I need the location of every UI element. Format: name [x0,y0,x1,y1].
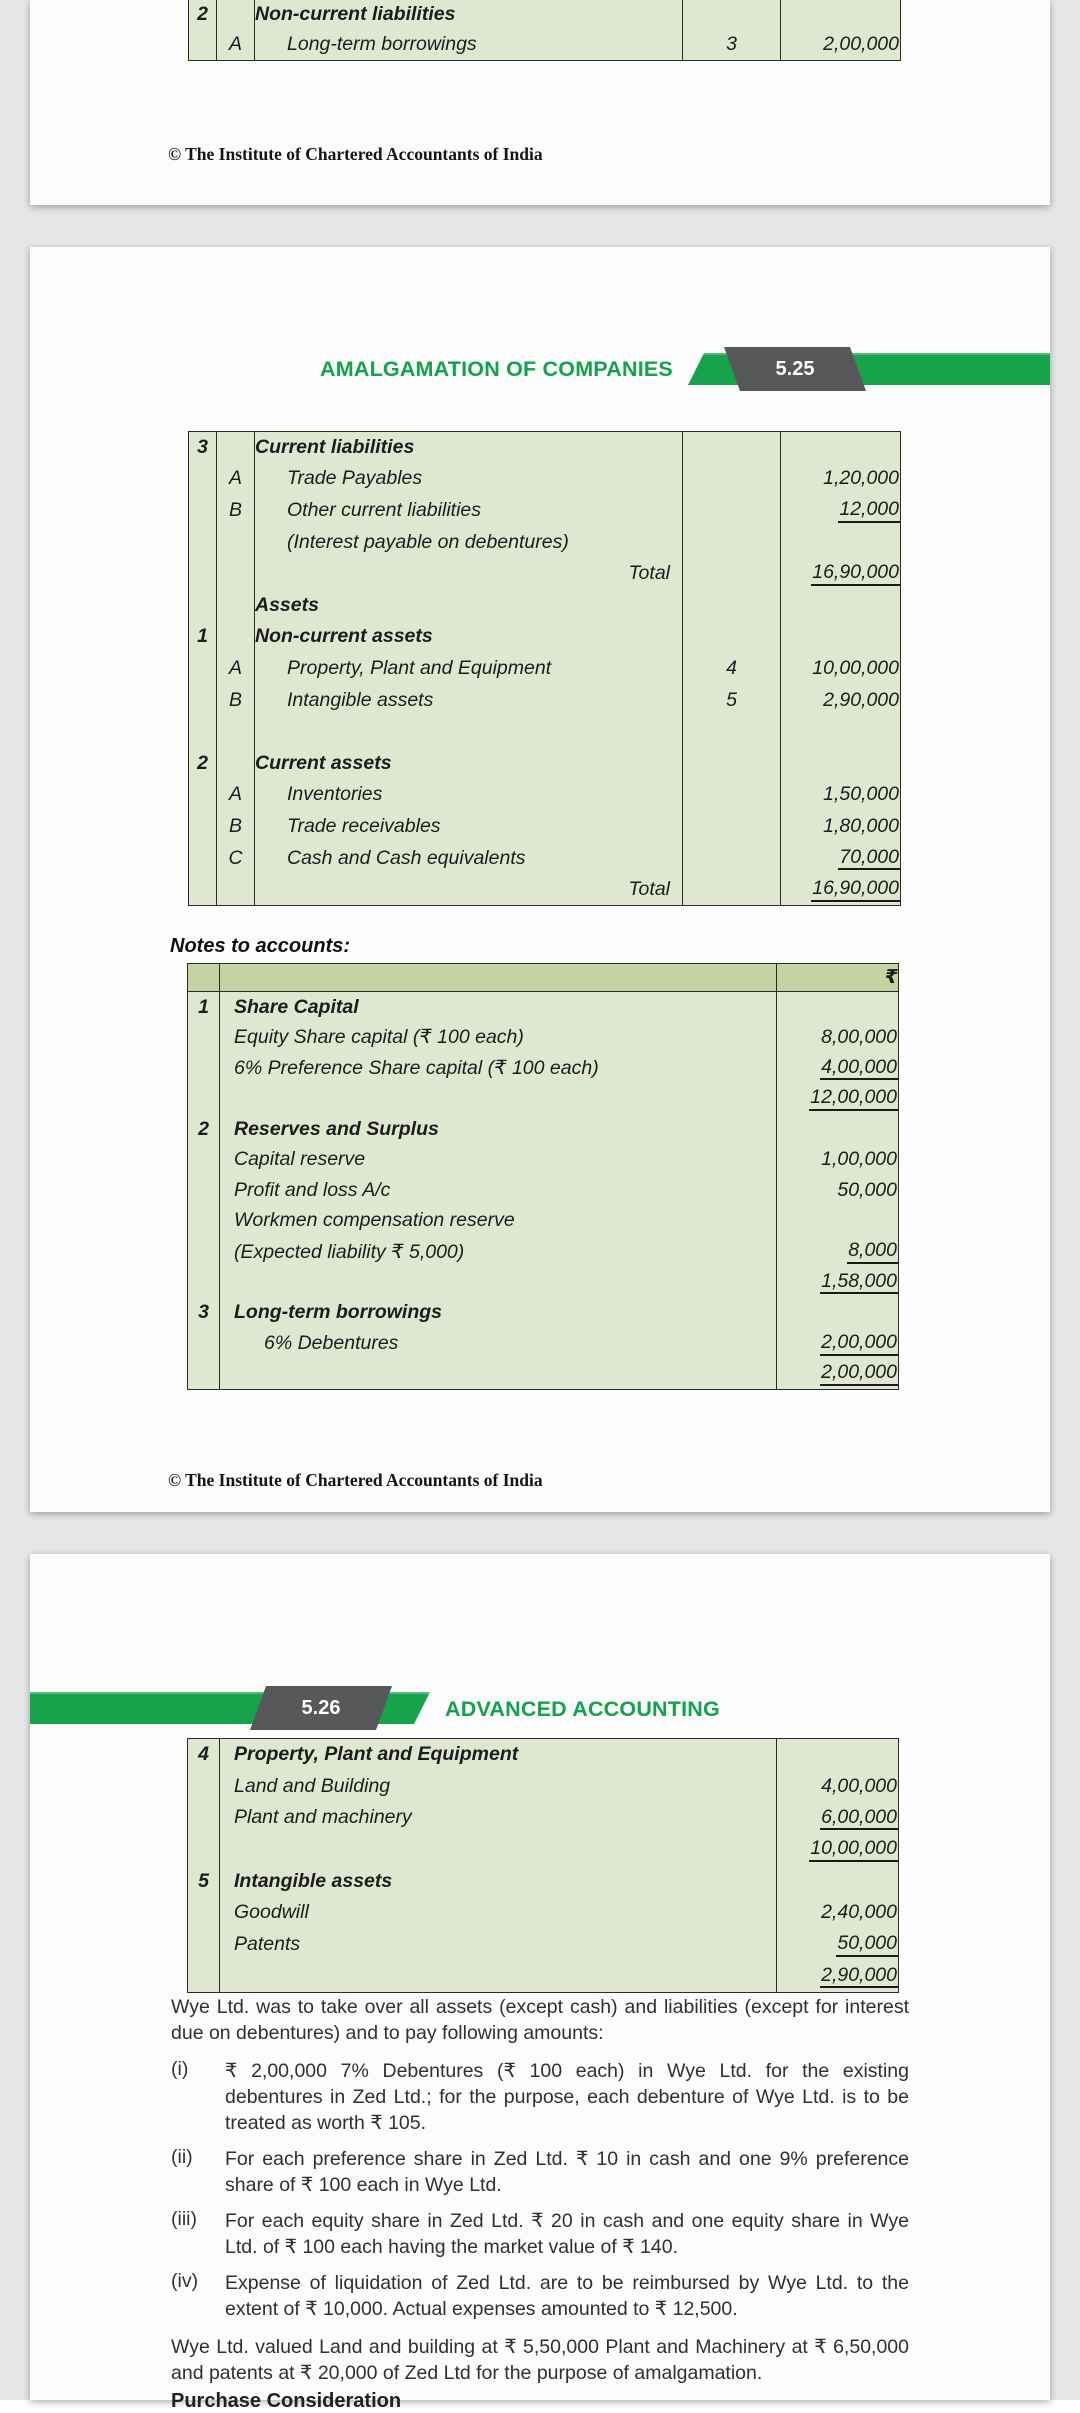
chapter-title: AMALGAMATION OF COMPANIES [320,357,673,381]
cell-desc [220,1267,777,1298]
table-row [189,30,901,61]
cell-note [683,874,781,906]
cell-note [683,747,781,779]
cell-amount [777,1359,899,1390]
cell-letter: B [217,684,255,716]
cell-desc: Share Capital [220,992,777,1023]
cell-num [189,463,217,495]
cell-amount [781,684,901,716]
cell-num [189,811,217,843]
table-row [189,684,901,716]
cell-letter [217,589,255,621]
cell-desc: Long-term borrowings [255,30,683,61]
table-row [189,0,901,30]
cell-letter [217,716,255,748]
balance-sheet-table [188,431,901,906]
header-cell-num [188,964,220,992]
cell-note: 5 [683,684,781,716]
cell-desc: Long-term borrowings [220,1297,777,1328]
cell-num [189,716,217,748]
cell-num: 1 [189,621,217,653]
table-row [189,874,901,906]
cell-desc: Equity Share capital (₹ 100 each) [220,1022,777,1053]
cell-note [683,811,781,843]
amount-value: 8,000 [847,1239,898,1263]
cell-note [683,589,781,621]
table-row [188,1175,899,1206]
amount-value: 6,00,000 [820,1806,898,1830]
cell-desc: Profit and loss A/c [220,1175,777,1206]
cell-desc: Inventories [255,779,683,811]
header-cell-currency: ₹ [777,964,899,992]
cell-desc: Patents [220,1929,777,1961]
cell-amount [781,779,901,811]
cell-amount [777,1897,899,1929]
cell-letter: A [217,779,255,811]
table-row [189,558,901,590]
cell-amount [781,0,901,30]
cell-num [188,1053,220,1084]
cell-amount [777,1297,899,1328]
table-row [189,463,901,495]
cell-letter [217,874,255,906]
cell-amount [777,992,899,1023]
amount-value: 4,00,000 [820,1056,898,1080]
list-item-i [171,2058,909,2136]
cell-num [188,1802,220,1834]
cell-letter [217,432,255,464]
cell-num [189,779,217,811]
cell-desc: Total [255,558,683,590]
amount-value: 2,00,000 [820,1361,898,1385]
cell-num [189,495,217,527]
page-number-badge [250,1686,392,1730]
table-row [188,1022,899,1053]
cell-num [188,1328,220,1359]
cell-num [188,1236,220,1267]
amount-value: 50,000 [837,1178,897,1201]
cell-desc: Plant and machinery [220,1802,777,1834]
cell-num [188,1929,220,1961]
cell-num [189,842,217,874]
cell-desc [255,716,683,748]
cell-letter [217,526,255,558]
table-row [189,526,901,558]
table-row [189,747,901,779]
balance-sheet-table-fragment [188,0,901,61]
amount-value: 2,00,000 [820,1331,898,1355]
table-row [189,495,901,527]
notes-to-accounts-table [187,963,899,1390]
cell-amount [781,495,901,527]
cell-letter: B [217,811,255,843]
cell-num [188,1175,220,1206]
list-item-label: (iv) [171,2270,199,2292]
cell-amount [777,1834,899,1866]
cell-desc: 6% Preference Share capital (₹ 100 each) [220,1053,777,1084]
cell-letter: C [217,842,255,874]
table-row [188,1297,899,1328]
cell-letter: A [217,30,255,61]
table-row [188,1929,899,1961]
table-row [188,1960,899,1992]
table-row [188,1328,899,1359]
cutoff-heading: Purchase Consideration [171,2390,402,2412]
amount-value: 1,50,000 [823,783,899,806]
amount-value: 1,00,000 [821,1148,897,1171]
cell-desc: Current liabilities [255,432,683,464]
cell-desc: Cash and Cash equivalents [255,842,683,874]
table-row [188,1802,899,1834]
cell-amount [777,1802,899,1834]
cell-amount [777,1267,899,1298]
amount-value: 50,000 [836,1932,898,1956]
page-fragment-top [30,0,1050,205]
cell-num [188,1022,220,1053]
cell-amount [781,30,901,61]
table-row [189,589,901,621]
cell-desc: Capital reserve [220,1144,777,1175]
cell-desc [220,1083,777,1114]
table-row [188,1053,899,1084]
table-row [188,1267,899,1298]
cell-amount [781,716,901,748]
cell-num: 2 [188,1114,220,1145]
cell-note [683,432,781,464]
cell-note: 4 [683,653,781,685]
table-row [189,811,901,843]
cell-amount [777,1328,899,1359]
amount-value: 1,20,000 [823,467,899,490]
cell-letter: A [217,463,255,495]
cell-num: 5 [188,1865,220,1897]
cell-amount [781,653,901,685]
cell-amount [777,1022,899,1053]
cell-desc: Non-current assets [255,621,683,653]
cell-num: 3 [189,432,217,464]
notes-table-header-row [188,964,899,992]
list-item-label: (i) [171,2058,189,2080]
cell-letter [217,558,255,590]
cell-amount [781,621,901,653]
list-item-text: For each preference share in Zed Ltd. ₹ 10 in cash and one 9% preference share of ₹ 100 each in Wye Ltd. [225,2148,909,2196]
cell-num [189,874,217,906]
table-row [188,1897,899,1929]
table-row [189,716,901,748]
list-item-label: (iii) [171,2208,197,2230]
amount-value: 2,00,000 [823,33,899,56]
list-item-text: Expense of liquidation of Zed Ltd. are to be reimbursed by Wye Ltd. to the extent of ₹ 10,000. Actual expenses amounted to ₹ 12,500. [225,2272,909,2320]
cell-amount [777,1770,899,1802]
cell-num [189,30,217,61]
cell-amount [781,874,901,906]
cell-num [188,1083,220,1114]
cell-num [189,589,217,621]
cell-desc: 6% Debentures [220,1328,777,1359]
cell-num [188,1897,220,1929]
copyright-line: © The Institute of Chartered Accountants of India [168,1470,543,1490]
list-item-label: (ii) [171,2146,193,2168]
header-cell-desc [220,964,777,992]
amount-value: 2,90,000 [823,688,899,711]
list-item-ii [171,2146,909,2198]
cell-amount [781,589,901,621]
cell-amount [777,1929,899,1961]
cell-num: 2 [189,747,217,779]
table-row [189,432,901,464]
cell-num [189,653,217,685]
table-row [189,621,901,653]
cell-num [188,1960,220,1992]
cell-note [683,558,781,590]
cell-note [683,842,781,874]
cell-desc [220,1359,777,1390]
page-number: 5.26 [301,1697,341,1719]
amount-value: 10,00,000 [812,656,899,679]
page-number-badge [724,347,866,391]
table-row [189,653,901,685]
cell-desc: Other current liabilities [255,495,683,527]
cell-amount [781,811,901,843]
valuation-paragraph: Wye Ltd. valued Land and building at ₹ 5,50,000 Plant and Machinery at ₹ 6,50,000 and patents at ₹ 20,000 of Zed Ltd for the purpose of amalgamation. [171,2336,909,2384]
cell-letter: A [217,653,255,685]
cell-amount [781,463,901,495]
cell-amount [777,1236,899,1267]
cell-desc: Land and Building [220,1770,777,1802]
table-row [188,1144,899,1175]
cell-amount [781,432,901,464]
copyright-line: © The Institute of Chartered Accountants of India [168,144,543,164]
cell-desc: Trade Payables [255,463,683,495]
table-row [188,992,899,1023]
amount-value: 10,00,000 [809,1837,898,1861]
amount-value: 16,90,000 [811,877,900,901]
cell-num [189,526,217,558]
cell-desc: (Expected liability ₹ 5,000) [220,1236,777,1267]
amount-value: 2,90,000 [820,1964,898,1988]
cell-desc: Property, Plant and Equipment [220,1739,777,1771]
cell-num: 1 [188,992,220,1023]
cell-amount [777,1114,899,1145]
amount-value: 8,00,000 [821,1025,897,1048]
cell-amount [781,526,901,558]
notes-heading: Notes to accounts: [170,935,351,957]
cell-note [683,716,781,748]
cell-num [188,1206,220,1237]
cell-desc: (Interest payable on debentures) [255,526,683,558]
amount-value: 2,40,000 [821,1901,897,1924]
cell-num [188,1267,220,1298]
cell-num [189,684,217,716]
table-row [188,1770,899,1802]
cell-amount [781,558,901,590]
list-item-text: ₹ 2,00,000 7% Debentures (₹ 100 each) in Wye Ltd. for the existing debentures in Zed Ltd.; for the purpose, each debenture of Wye Ltd. is to be treated as worth ₹ 105. [225,2060,909,2134]
cell-desc: Trade receivables [255,811,683,843]
cell-desc: Total [255,874,683,906]
page-number: 5.25 [775,358,815,380]
list-item-text: For each equity share in Zed Ltd. ₹ 20 in cash and one equity share in Wye Ltd. of ₹ 100 each having the market value of ₹ 140. [225,2210,909,2258]
amount-value: 12,00,000 [809,1086,898,1110]
table-row [188,1236,899,1267]
table-row [188,1834,899,1866]
cell-amount [777,1053,899,1084]
amount-value: 70,000 [838,846,900,870]
cell-num: 2 [189,0,217,30]
cell-desc: Intangible assets [255,684,683,716]
cell-num: 3 [188,1297,220,1328]
cell-amount [781,842,901,874]
book-title: ADVANCED ACCOUNTING [445,1697,720,1721]
cell-num [188,1834,220,1866]
cell-amount [777,1083,899,1114]
takeover-paragraph: Wye Ltd. was to take over all assets (except cash) and liabilities (except for interest due on debentures) and to pay following amounts: [171,1996,909,2044]
cell-note [683,526,781,558]
cell-num [188,1359,220,1390]
table-row [189,842,901,874]
cell-desc [220,1834,777,1866]
cell-desc [220,1960,777,1992]
amount-value: 16,90,000 [811,561,900,585]
cell-note [683,779,781,811]
table-row [188,1359,899,1390]
cell-desc: Intangible assets [220,1865,777,1897]
cell-amount [781,747,901,779]
table-row [188,1114,899,1145]
amount-value: 1,80,000 [823,814,899,837]
cell-amount [777,1960,899,1992]
table-row [188,1083,899,1114]
amount-value: 12,000 [838,498,900,522]
amount-value: 4,00,000 [821,1774,897,1797]
cell-note [683,463,781,495]
notes-continued-table [187,1738,899,1993]
cell-note [683,495,781,527]
cell-amount [777,1144,899,1175]
cell-note: 3 [683,30,781,61]
cell-num [188,1770,220,1802]
cell-desc: Goodwill [220,1897,777,1929]
cell-note [683,0,781,30]
list-item-iv [171,2270,909,2322]
list-item-iii [171,2208,909,2260]
table-row [188,1865,899,1897]
cell-num [188,1144,220,1175]
page-5-25 [30,247,1050,1512]
cell-amount [777,1206,899,1237]
cell-letter [217,0,255,30]
cell-desc: Assets [255,589,683,621]
cell-note [683,621,781,653]
page-5-26 [30,1554,1050,2412]
cell-desc: Workmen compensation reserve [220,1206,777,1237]
cell-letter: B [217,495,255,527]
cell-num: 4 [188,1739,220,1771]
cell-amount [777,1739,899,1771]
cell-desc: Property, Plant and Equipment [255,653,683,685]
cell-letter [217,621,255,653]
table-row [189,779,901,811]
amount-value: 1,58,000 [820,1270,898,1294]
cell-letter [217,747,255,779]
cell-amount [777,1865,899,1897]
cell-desc: Non-current liabilities [255,0,683,30]
cell-num [189,558,217,590]
cell-desc: Current assets [255,747,683,779]
cell-amount [777,1175,899,1206]
cell-desc: Reserves and Surplus [220,1114,777,1145]
table-row [188,1206,899,1237]
table-row [188,1739,899,1771]
